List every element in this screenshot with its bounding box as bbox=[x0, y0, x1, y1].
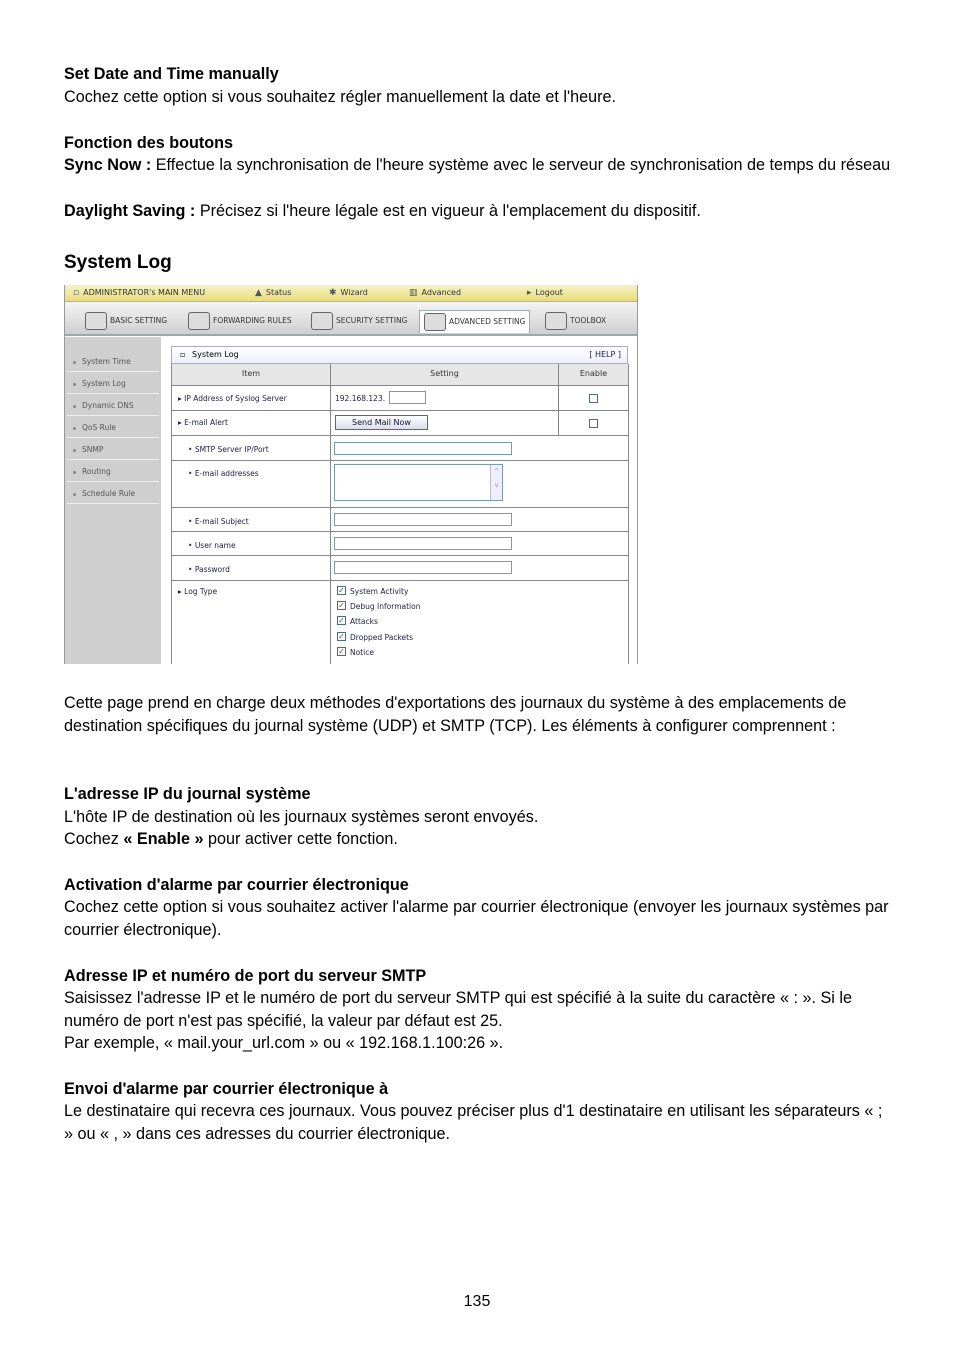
sidebar-item-snmp[interactable] bbox=[67, 439, 159, 460]
password-text: Password bbox=[194, 565, 230, 574]
advanced-link[interactable] bbox=[409, 288, 461, 298]
menu-forwarding-rules-label: FORWARDING RULES bbox=[213, 316, 292, 325]
row-email-alert-enable-cell bbox=[559, 411, 629, 436]
paragraph-smtp: Saisissez l'adresse IP et le numéro de port du serveur SMTP qui est spécifié à la suite du caractère « : ». Si le numéro de port n'est pas spécifié, la valeur par défaut est 25. bbox=[64, 989, 852, 1030]
sidebar-label: System Log bbox=[82, 379, 126, 388]
sidebar-label: QoS Rule bbox=[82, 423, 116, 432]
system-activity-checkbox[interactable]: ✓ bbox=[338, 586, 345, 595]
syslog-ip-label bbox=[178, 394, 287, 403]
status-icon: ▲ bbox=[255, 288, 262, 298]
system-log-panel bbox=[171, 346, 628, 664]
admin-main-menu-link[interactable] bbox=[73, 288, 205, 298]
row-email-addresses-setting-cell bbox=[331, 461, 629, 508]
bullet-icon: • bbox=[188, 469, 195, 478]
sync-now-label: Sync Now : bbox=[64, 156, 156, 174]
sidebar-label: SNMP bbox=[82, 445, 104, 454]
heading-set-date-time: Set Date and Time manually bbox=[64, 65, 279, 83]
enable-text-c: pour activer cette fonction. bbox=[203, 830, 398, 848]
password-label bbox=[188, 565, 230, 574]
syslog-enable-checkbox[interactable] bbox=[589, 394, 598, 403]
system-activity-label: System Activity bbox=[350, 587, 409, 596]
row-email-subject-setting-cell bbox=[331, 508, 629, 532]
panel-title: System Log bbox=[192, 350, 239, 359]
email-alert-text: E-mail Alert bbox=[184, 418, 228, 427]
menu-toolbox-label: TOOLBOX bbox=[570, 316, 607, 325]
email-alert-label bbox=[178, 418, 228, 427]
row-email-alert-setting-cell bbox=[331, 411, 559, 436]
bullet-icon bbox=[73, 405, 76, 408]
row-log-type-setting-cell bbox=[331, 581, 629, 664]
header-enable: Enable bbox=[559, 364, 629, 386]
status-link[interactable] bbox=[255, 288, 291, 298]
notice-label: Notice bbox=[350, 648, 374, 657]
logout-label: Logout bbox=[535, 288, 563, 297]
paragraph-send-alarm: Le destinataire qui recevra ces journaux. Vous pouvez préciser plus d'1 destinataire en utilisant les séparateurs « ; » ou « , » dans ces adresses du courrier électronique. bbox=[64, 1102, 883, 1143]
router-screenshot bbox=[64, 285, 638, 664]
arrow-right-icon: ▸ bbox=[178, 418, 185, 427]
bullet-icon bbox=[73, 493, 76, 496]
menu-basic-setting-label: BASIC SETTING bbox=[110, 316, 168, 325]
sync-now-text: Effectue la synchronisation de l'heure système avec le serveur de synchronisation de temps du réseau bbox=[155, 156, 891, 174]
enable-text-a: Cochez bbox=[64, 830, 124, 848]
menu-security-setting[interactable] bbox=[311, 310, 407, 332]
row-email-alert-label-cell bbox=[172, 411, 331, 436]
sidebar-item-routing[interactable] bbox=[67, 461, 159, 482]
bullet-icon bbox=[73, 427, 76, 430]
header-setting: Setting bbox=[331, 364, 559, 386]
bullet-icon: • bbox=[188, 541, 195, 550]
attacks-checkbox[interactable]: ✓ bbox=[338, 616, 345, 625]
heading-smtp: Adresse IP et numéro de port du serveur SMTP bbox=[64, 967, 427, 985]
email-subject-text: E-mail Subject bbox=[194, 517, 249, 526]
email-alert-enable-checkbox[interactable] bbox=[589, 419, 598, 428]
arrow-right-icon: ▸ bbox=[527, 288, 532, 298]
arrow-right-icon: ▸ bbox=[178, 394, 185, 403]
sidebar-label: Routing bbox=[82, 467, 111, 476]
menu-security-setting-label: SECURITY SETTING bbox=[336, 316, 408, 325]
paragraph-smtp-example: Par exemple, « mail.your_url.com » ou « 192.168.1.100:26 ». bbox=[64, 1034, 504, 1052]
bullet-icon bbox=[73, 471, 76, 474]
sidebar bbox=[65, 337, 161, 664]
row-email-addresses-label-cell bbox=[172, 461, 331, 508]
log-type-text: Log Type bbox=[184, 587, 218, 596]
attacks-label: Attacks bbox=[350, 617, 378, 626]
sidebar-label: Schedule Rule bbox=[82, 489, 136, 498]
advanced-setting-icon bbox=[424, 313, 446, 331]
page-number: 135 bbox=[463, 1293, 491, 1310]
advanced-icon: ▥ bbox=[409, 288, 418, 298]
menu-forwarding-rules[interactable] bbox=[188, 310, 292, 332]
email-subject-label bbox=[188, 517, 249, 526]
bullet-icon bbox=[73, 361, 76, 364]
paragraph-sync-now bbox=[64, 154, 894, 177]
bullet-icon bbox=[73, 383, 76, 386]
heading-syslog-ip: L'adresse IP du journal système bbox=[64, 785, 311, 803]
user-name-label bbox=[188, 541, 236, 550]
smtp-server-text: SMTP Server IP/Port bbox=[194, 445, 269, 454]
row-password-label-cell bbox=[172, 556, 331, 581]
debug-information-label: Debug Information bbox=[350, 602, 421, 611]
menu-basic-setting[interactable] bbox=[85, 310, 167, 332]
row-email-subject-label-cell bbox=[172, 508, 331, 532]
sidebar-item-qos-rule[interactable] bbox=[67, 417, 159, 438]
settings-table bbox=[171, 364, 628, 664]
help-link[interactable]: [ HELP ] bbox=[589, 350, 621, 359]
bullet-icon: • bbox=[188, 565, 195, 574]
email-addresses-label bbox=[188, 469, 259, 478]
row-syslog-ip-setting-cell bbox=[331, 386, 559, 411]
menu-toolbox[interactable] bbox=[545, 310, 606, 332]
user-name-text: User name bbox=[194, 541, 236, 550]
syslog-ip-text: IP Address of Syslog Server bbox=[184, 394, 287, 403]
panel-square-icon: ▫ bbox=[180, 350, 186, 359]
bullet-icon bbox=[73, 449, 76, 452]
main-menu-bar bbox=[65, 302, 637, 336]
sidebar-item-system-time[interactable] bbox=[67, 351, 159, 372]
bullet-icon: • bbox=[188, 445, 195, 454]
smtp-server-input[interactable] bbox=[334, 442, 512, 455]
email-addresses-textarea[interactable] bbox=[334, 464, 503, 501]
paragraph-intro: Cette page prend en charge deux méthodes d'exportations des journaux du système à des emplacements de destination spécifiques du journal système (UDP) et SMTP (TCP). Les éléments à configurer comprennent : bbox=[64, 694, 847, 735]
sidebar-label: System Time bbox=[82, 357, 131, 366]
panel-title-bar bbox=[171, 346, 628, 364]
dropped-packets-checkbox[interactable]: ✓ bbox=[338, 632, 345, 641]
syslog-ip-prefix: 192.168.123. bbox=[335, 394, 386, 403]
row-smtp-setting-cell bbox=[331, 436, 629, 461]
user-name-input[interactable] bbox=[334, 537, 512, 550]
square-icon: ▫ bbox=[73, 288, 80, 298]
header-item: Item bbox=[172, 364, 331, 386]
notice-checkbox[interactable]: ✓ bbox=[338, 647, 345, 656]
sidebar-label: Dynamic DNS bbox=[82, 401, 134, 410]
paragraph-email-alarm: Cochez cette option si vous souhaitez activer l'alarme par courrier électronique (envoyer les journaux systèmes par courrier électronique). bbox=[64, 898, 889, 939]
basic-setting-icon bbox=[85, 312, 107, 330]
row-smtp-label-cell bbox=[172, 436, 331, 461]
wizard-icon: ✱ bbox=[329, 288, 337, 298]
heading-button-functions: Fonction des boutons bbox=[64, 134, 234, 152]
syslog-ip-input[interactable] bbox=[389, 391, 426, 404]
admin-main-menu-label: ADMINISTRATOR's MAIN MENU bbox=[83, 288, 206, 297]
top-navigation-bar bbox=[65, 285, 637, 302]
textarea-scrollbar[interactable]: ^ v bbox=[490, 465, 502, 500]
daylight-saving-label: Daylight Saving : bbox=[64, 202, 200, 220]
row-user-name-label-cell bbox=[172, 532, 331, 556]
heading-send-alarm: Envoi d'alarme par courrier électronique à bbox=[64, 1080, 389, 1098]
row-user-name-setting-cell bbox=[331, 532, 629, 556]
paragraph-daylight-saving bbox=[64, 200, 894, 223]
row-syslog-ip-enable-cell bbox=[559, 386, 629, 411]
row-syslog-ip-label-cell bbox=[172, 386, 331, 411]
sidebar-item-system-log[interactable] bbox=[67, 373, 159, 394]
send-mail-now-button[interactable]: Send Mail Now bbox=[335, 415, 428, 430]
password-input[interactable] bbox=[334, 561, 512, 574]
sidebar-item-dynamic-dns[interactable] bbox=[67, 395, 159, 416]
paragraph-syslog-ip: L'hôte IP de destination où les journaux systèmes seront envoyés. bbox=[64, 808, 539, 826]
logout-link[interactable] bbox=[527, 288, 563, 298]
security-icon bbox=[311, 312, 333, 330]
smtp-server-label bbox=[188, 445, 269, 454]
dropped-packets-label: Dropped Packets bbox=[350, 633, 414, 642]
wizard-label: Wizard bbox=[340, 288, 368, 297]
enable-keyword: « Enable » bbox=[123, 830, 204, 848]
log-type-label bbox=[178, 587, 217, 596]
daylight-saving-text: Précisez si l'heure légale est en vigueur à l'emplacement du dispositif. bbox=[199, 202, 701, 220]
wizard-link[interactable] bbox=[329, 288, 368, 298]
sidebar-item-schedule-rule[interactable] bbox=[67, 483, 159, 504]
paragraph-enable bbox=[64, 828, 894, 851]
menu-advanced-setting-label: ADVANCED SETTING bbox=[449, 317, 526, 326]
paragraph-set-date-time: Cochez cette option si vous souhaitez régler manuellement la date et l'heure. bbox=[64, 88, 616, 106]
bullet-icon: • bbox=[188, 517, 195, 526]
status-label: Status bbox=[265, 288, 292, 297]
forwarding-icon bbox=[188, 312, 210, 330]
email-subject-input[interactable] bbox=[334, 513, 512, 526]
email-addresses-text: E-mail addresses bbox=[194, 469, 259, 478]
row-password-setting-cell bbox=[331, 556, 629, 581]
system-log-heading: System Log bbox=[64, 252, 172, 273]
row-log-type-label-cell bbox=[172, 581, 331, 664]
menu-advanced-setting[interactable] bbox=[419, 310, 530, 333]
advanced-label: Advanced bbox=[421, 288, 462, 297]
heading-email-alarm: Activation d'alarme par courrier électronique bbox=[64, 876, 409, 894]
arrow-right-icon: ▸ bbox=[178, 587, 185, 596]
debug-information-checkbox[interactable]: ✓ bbox=[338, 601, 345, 610]
toolbox-icon bbox=[545, 312, 567, 330]
